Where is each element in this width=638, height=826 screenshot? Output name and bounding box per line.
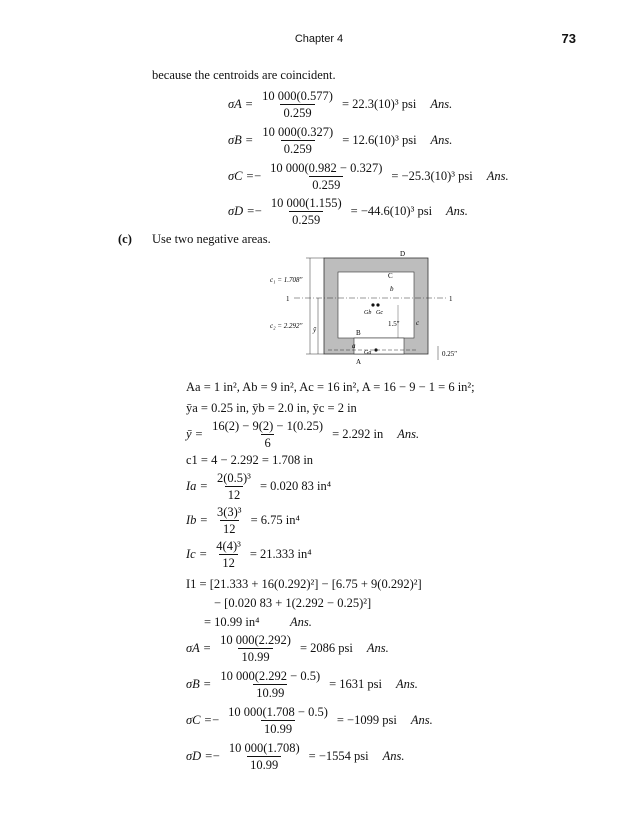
eq-den: 10.99 [261,720,295,737]
intro-text: because the centroids are coincident. [152,68,336,82]
eq-den: 0.259 [281,140,315,157]
eq-ybar [186,418,419,451]
eq-sigma-a-1 [228,88,452,121]
part-c-text: Use two negative areas. [152,232,271,246]
eq-num: 3(3)³ [216,505,242,519]
eq-lhs: σB = [228,133,254,147]
c1-line: c1 = 4 − 2.292 = 1.708 in [186,453,314,467]
ans-label: Ans. [486,169,509,183]
eq-den: 10.99 [238,648,272,665]
eq-fraction [209,418,326,451]
eq-sign: − [212,713,220,727]
label-c1: c₁ = 1.708″ [270,276,303,284]
eq-num: 10 000(1.155) [270,196,342,210]
inner-area-b [338,272,414,338]
label-dim-1-5: 1.5″ [388,320,400,328]
label-axis-1-left: 1 [286,295,290,303]
ans-label: Ans. [396,677,418,691]
eq-sigma-d-2 [186,740,404,773]
eq-den: 10.99 [253,684,287,701]
eq-sigma-b-2 [186,668,418,701]
eq-sigma-c-2 [186,704,433,737]
eq-sigma-c-1 [228,160,509,193]
eq-rhs: = 22.3(10)³ psi [341,97,417,111]
page-number: 73 [561,31,576,46]
eq-fraction [267,160,385,193]
part-c-label: (c) [118,232,132,246]
eq-lhs: σC = [186,713,213,727]
ans-label: Ans. [430,97,453,111]
label-b: b [390,285,394,293]
eq-den: 0.259 [280,104,314,121]
eq-num: 4(4)³ [216,539,241,553]
eq-num: 10 000(0.577) [262,89,333,103]
eq-rhs: = 6.75 in⁴ [250,513,300,527]
eq-fraction [259,124,336,157]
label-a: a [352,342,356,350]
eq-den: 0.259 [289,211,323,228]
eq-sign: − [254,204,262,218]
label-ga: Ga [364,350,372,356]
label-a-point: A [356,358,362,366]
eq-lhs: Ia = [186,479,208,493]
eq-lhs: ȳ = [186,427,204,441]
i1-line-3: = 10.99 in⁴ [204,615,260,629]
eq-num: 10 000(2.292 − 0.5) [220,669,321,683]
eq-den: 6 [261,434,273,451]
eq-fraction [217,632,294,665]
chapter-header: Chapter 4 [294,33,344,45]
eq-den: 10.99 [247,756,281,773]
eq-sigma-a-2 [186,632,389,665]
eq-rhs: = 1631 psi [329,677,383,691]
label-c-area: c [416,319,420,327]
eq-lhs: σD = [186,749,213,763]
centroid-gc [376,303,379,306]
eq-sign: − [254,169,262,183]
i1-line-2: − [0.020 83 + 1(2.292 − 0.25)²] [214,596,372,610]
eq-rhs: = 21.333 in⁴ [249,547,312,561]
eq-lhs: σA = [228,97,254,111]
eq-num: 10 000(0.327) [262,125,334,139]
eq-sign: − [212,749,220,763]
eq-fraction [225,704,331,737]
eq-fraction [268,195,345,228]
eq-lhs: σD = [228,204,255,218]
eq-lhs: σB = [186,677,212,691]
eq-rhs: = 12.6(10)³ psi [342,133,417,147]
i1-ans-label: Ans. [290,615,312,629]
label-d: D [400,250,406,258]
i1-line-1: I1 = [21.333 + 16(0.292)²] − [6.75 + 9(0.292)²] [186,577,422,591]
eq-sigma-b-1 [228,124,452,157]
eq-fraction [213,538,244,571]
eq-fraction [226,740,303,773]
eq-den: 0.259 [309,176,343,193]
ans-label: Ans. [410,713,433,727]
cross-section-figure [268,250,488,372]
eq-num: 2(0.5)³ [216,471,251,485]
label-ybar: ȳ [313,326,317,334]
ans-label: Ans. [446,204,468,218]
eq-num: 10 000(0.982 − 0.327) [270,161,383,175]
eq-lhs: σC = [228,169,255,183]
eq-num: 16(2) − 9(2) − 1(0.25) [212,419,324,433]
eq-fraction [259,88,336,121]
ans-label: Ans. [366,641,389,655]
eq-rhs: = −1099 psi [336,713,397,727]
label-b-point: B [356,329,361,337]
eq-lhs: Ib = [186,513,208,527]
eq-num: 10 000(1.708 − 0.5) [228,705,328,719]
eq-ic [186,538,312,571]
eq-rhs: = −25.3(10)³ psi [391,169,473,183]
label-dim-0-25: 0.25″ [442,350,458,358]
ans-label: Ans. [382,749,405,763]
eq-den: 12 [219,554,238,571]
eq-num: 10 000(1.708) [228,741,300,755]
eq-ia [186,470,331,503]
eq-sigma-d-1 [228,195,468,228]
slot-area-a [354,338,404,354]
centroid-gb [371,303,374,306]
ans-label: Ans. [430,133,453,147]
ans-label: Ans. [397,427,420,441]
eq-fraction [214,470,254,503]
ybars-line: ȳa = 0.25 in, ȳb = 2.0 in, ȳc = 2 in [186,401,357,415]
label-axis-1-right: 1 [449,295,453,303]
eq-rhs: = −1554 psi [308,749,369,763]
eq-rhs: = 2086 psi [299,641,353,655]
eq-lhs: Ic = [186,547,208,561]
eq-rhs: = −44.6(10)³ psi [350,204,433,218]
label-c2: c₂ = 2.292″ [270,322,303,330]
label-c-point: C [388,272,393,280]
eq-fraction [214,504,245,537]
eq-ib [186,504,300,537]
areas-line: Aa = 1 in², Ab = 9 in², Ac = 16 in², A = 16 − 9 − 1 = 6 in²; [186,380,475,394]
eq-rhs: = 0.020 83 in⁴ [259,479,332,493]
eq-num: 10 000(2.292) [220,633,291,647]
eq-den: 12 [220,520,239,537]
eq-lhs: σA = [186,641,212,655]
label-gb: Gb [364,310,372,316]
eq-rhs: = 2.292 in [332,427,384,441]
eq-fraction [217,668,323,701]
eq-den: 12 [225,486,244,503]
label-gc: Gc [376,310,383,316]
